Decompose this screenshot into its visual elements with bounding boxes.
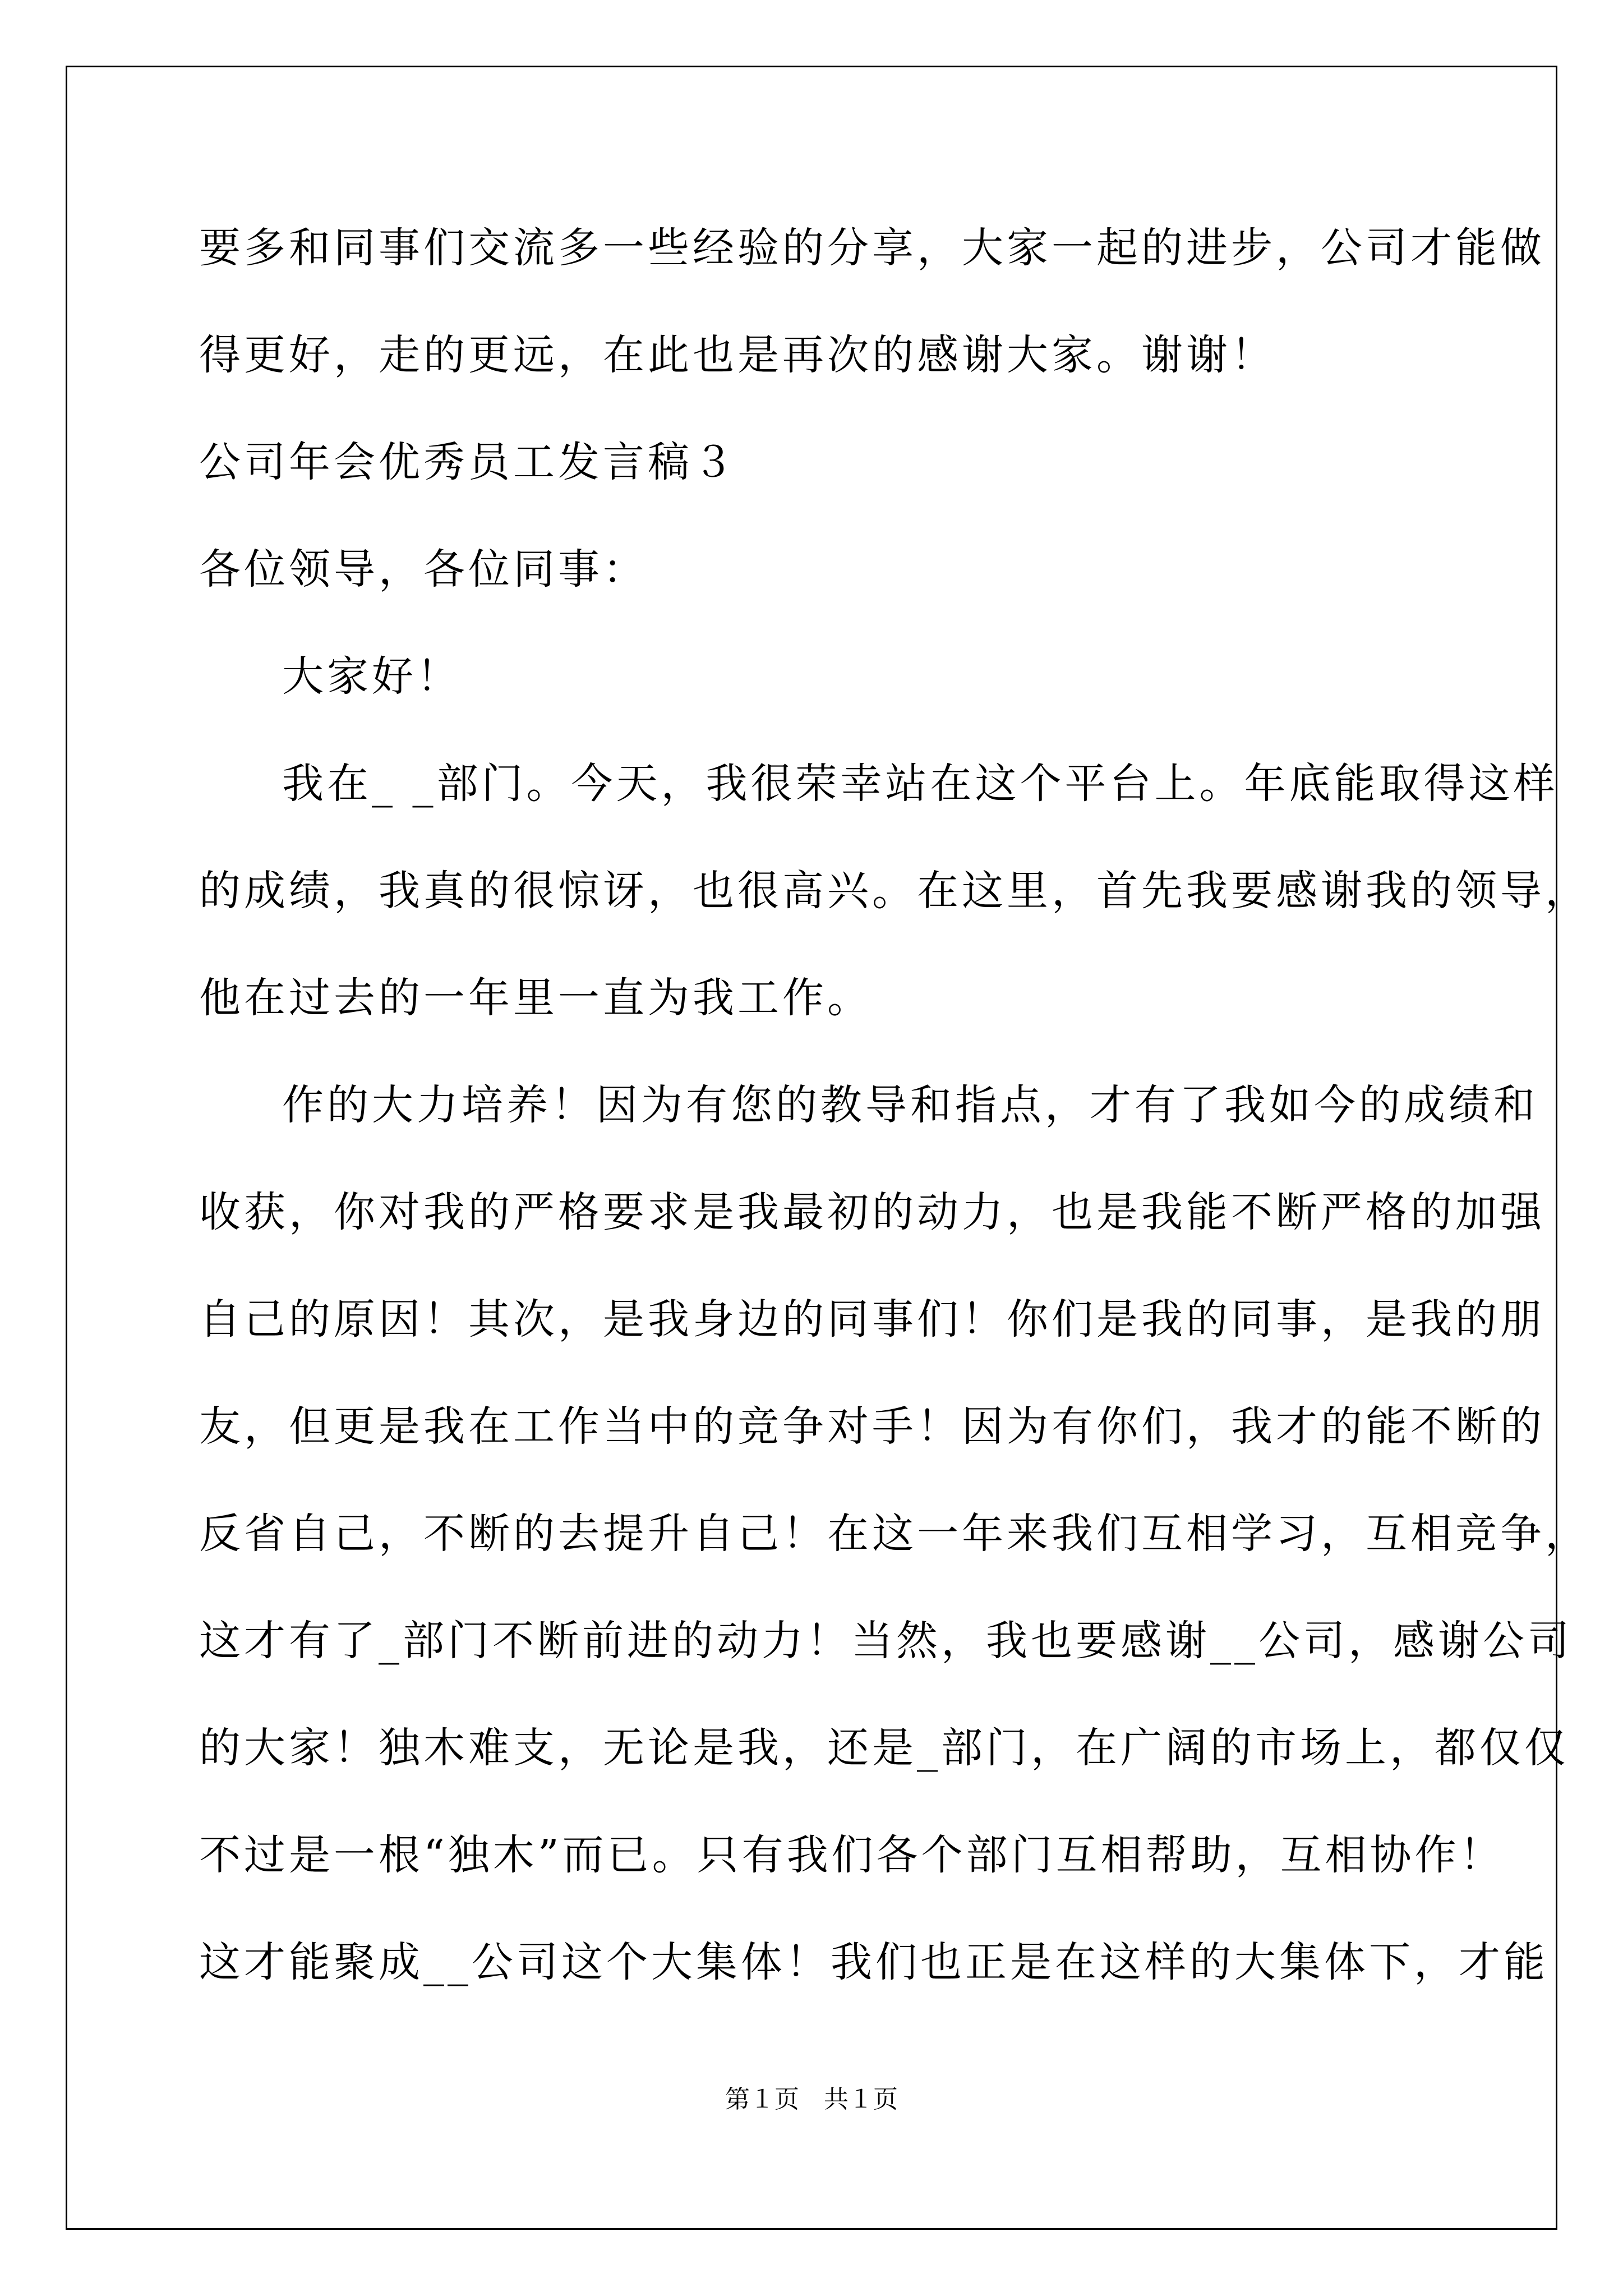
- text-line-11: 自己的原因！其次，是我身边的同事们！你们是我的同事，是我的朋: [199, 1295, 1545, 1343]
- text-line-10: 收获，你对我的严格要求是我最初的动力，也是我能不断严格的加强: [199, 1188, 1545, 1236]
- text-line-7: 的成绩，我真的很惊讶，也很高兴。在这里，首先我要感谢我的领导，: [199, 867, 1590, 915]
- text-line-16: 不过是一根“独木”而已。只有我们各个部门互相帮助，互相协作！: [199, 1831, 1505, 1879]
- section-title: 公司年会优秀员工发言稿３: [199, 438, 737, 486]
- text-line-17: 这才能聚成__公司这个大集体！我们也正是在这样的大集体下，才能: [199, 1938, 1548, 1986]
- page-footer: 第１页 共１页: [725, 2085, 898, 2114]
- text-line-8: 他在过去的一年里一直为我工作。: [199, 974, 872, 1022]
- greeting: 大家好！: [282, 652, 462, 701]
- text-line-13: 反省自己，不断的去提升自己！在这一年来我们互相学习，互相竞争，: [199, 1510, 1590, 1558]
- text-line-2: 得更好，走的更远，在此也是再次的感谢大家。谢谢！: [199, 331, 1276, 379]
- text-line-12: 友，但更是我在工作当中的竞争对手！因为有你们，我才的能不断的: [199, 1402, 1545, 1451]
- text-line-15: 的大家！独木难支，无论是我，还是_部门，在广阔的市场上，都仅仅: [199, 1724, 1569, 1772]
- salutation: 各位领导，各位同事：: [199, 545, 648, 593]
- page-border: [66, 66, 1557, 2230]
- text-line-6: 我在_ _部门。今天，我很荣幸站在这个平台上。年底能取得这样: [282, 760, 1559, 808]
- text-line-1: 要多和同事们交流多一些经验的分享，大家一起的进步，公司才能做: [199, 224, 1545, 272]
- text-line-9: 作的大力培养！因为有您的教导和指点，才有了我如今的成绩和: [282, 1081, 1538, 1129]
- text-line-14: 这才有了_部门不断前进的动力！当然，我也要感谢__公司，感谢公司: [199, 1617, 1573, 1665]
